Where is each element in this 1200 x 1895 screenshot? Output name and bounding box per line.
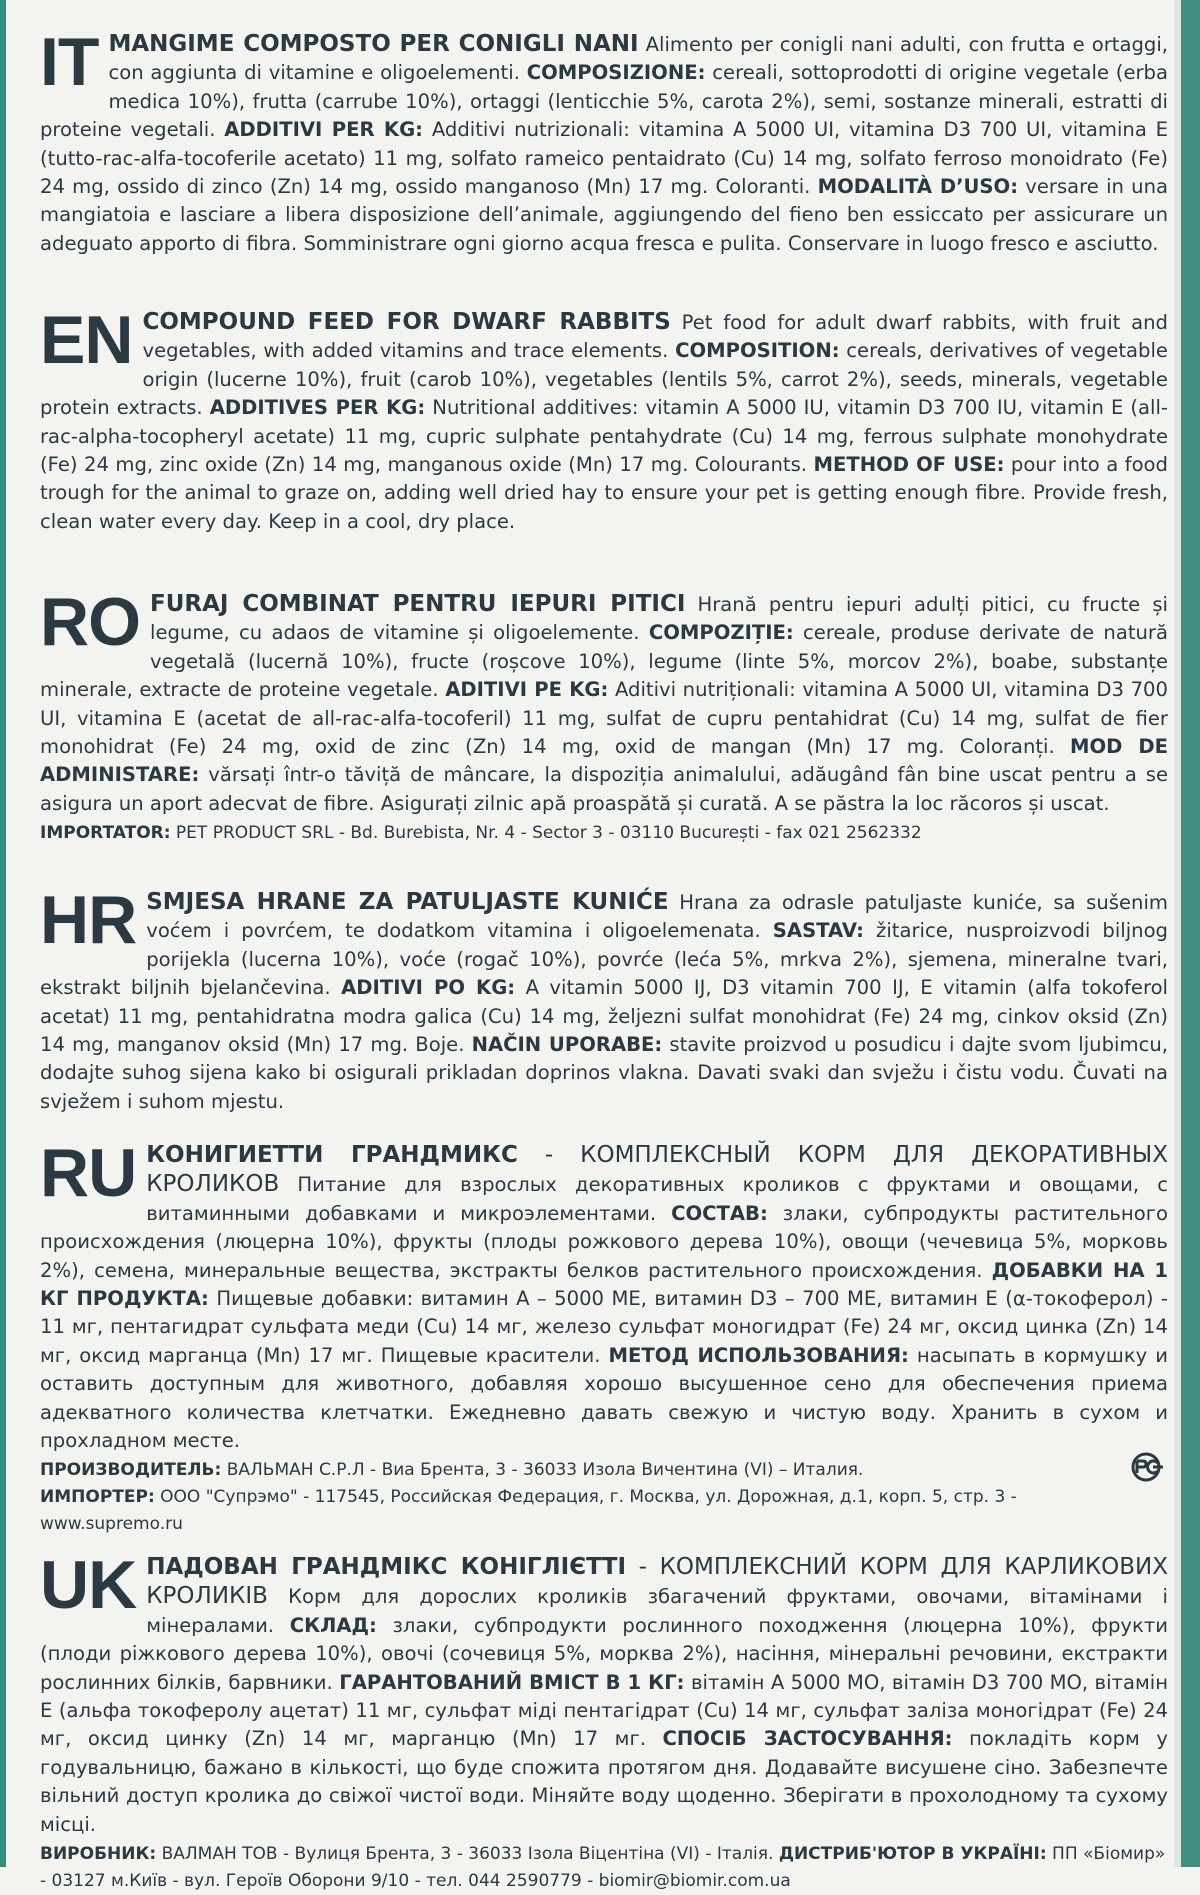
maker-label: ВИРОБНИК: — [40, 1844, 157, 1865]
additives-text: Additivi nutrizionali: vitamina A 5000 UI, vitamina D3 700 UI, vitamina E (tutto-rac-alfa-tocoferile acetato) 11 mg, solfato rameico pentaidrato (Cu) 14 mg, solfato ferroso monoidrato (Fe) 24 mg, ossido di zinco (Zn) 14 mg, ossido manganoso (Mn) 17 mg. Coloranti. — [40, 118, 1169, 199]
section-ru — [40, 1135, 1169, 1538]
usage-heading: МЕТОД ИСПОЛЬЗОВАНИЯ: — [608, 1343, 909, 1367]
rostest-pct-mark-icon — [1127, 1452, 1165, 1482]
composition-heading: СОСТАВ: — [671, 1201, 768, 1225]
section-text — [40, 584, 1168, 818]
product-title: FURAJ COMBINAT PENTRU IEPURI PITICI — [150, 591, 686, 617]
additives-text: Nutritional additives: vitamin A 5000 IU, vitamin D3 700 IU, vitamin E (all-rac-alpha-tocopheryl acetate) 11 mg, cupric sulphate pentahydrate (Cu) 14 mg, ferrous sulphate monohydrate (Fe) 24 mg, zinc oxide (Zn) 14 mg, manganous oxide (Mn) 17 mg. Colourants. — [40, 396, 1168, 477]
producer-text: ВАЛЬМАН С.Р.Л - Виа Брента, 3 - 36033 Изола Вичентина (VI) – Италия. — [221, 1460, 864, 1481]
importer-text: PET PRODUCT SRL - Bd. Burebista, Nr. 4 - Sector 3 - 03110 București - fax 021 2562332 — [170, 823, 922, 844]
composition-heading: COMPOSITION: — [675, 339, 840, 363]
composition-heading: COMPOZIȚIE: — [648, 621, 794, 645]
distributor-text: ПП «Біомир» - 03127 м.Київ - вул. Героїв Оборони 9/10 - тел. 044 2590779 - biomir@biomir.com.ua — [40, 1844, 1166, 1892]
product-title: КОНИГИЕТТИ ГРАНДМИКС — [146, 1142, 518, 1168]
additives-text: A vitamin 5000 IJ, D3 vitamin 700 IJ, E vitamin (alfa tokoferol acetat) 11 mg, pentahidratna modra galica (Cu) 14 mg, željezni sulfat monohidrat (Fe) 24 mg, cinkov oksid (Zn) 14 mg, manganov oksid (Mn) 17 mg. Boje. — [40, 976, 1169, 1057]
intro-text: Alimento per conigli nani adulti, con frutta e ortaggi, con aggiunta di vitamine e oligoelementi. — [108, 33, 1168, 85]
language-code: IT — [40, 24, 99, 100]
producer-label: ПРОИЗВОДИТЕЛЬ: — [40, 1460, 222, 1481]
product-title: ПАДОВАН ГРАНДМІКС КОНІГЛІЄТТІ — [146, 1554, 627, 1580]
intro-text: Питание для взрослых декоративных кроликов с фруктами и овощами, с витаминными добавками и микроэлементами. — [146, 1173, 1168, 1225]
additives-heading: ADDITIVI PER KG: — [224, 118, 424, 142]
section-text — [40, 24, 1169, 258]
usage-heading: СПОСІБ ЗАСТОСУВАННЯ: — [662, 1727, 953, 1751]
maker-text: ВАЛМАН ТОВ - Вулиця Брента, 3 - 36033 Ізола Віцентіна (VI) - Італія. — [156, 1844, 779, 1865]
right-edge-stripe — [1181, 0, 1200, 1867]
intro-text: Hrană pentru iepuri adulți pitici, cu fructe și legume, cu adaos de vitamine și oligoelemente. — [150, 593, 1168, 645]
product-title: COMPOUND FEED FOR DWARF RABBITS — [142, 309, 671, 335]
composition-heading: SASTAV: — [772, 919, 864, 943]
intro-text: Pet food for adult dwarf rabbits, with fruit and vegetables, with added vitamins and trace elements. — [142, 311, 1168, 363]
additives-text: Пищевые добавки: витамин A – 5000 ME, витамин D3 – 700 ME, витамин E (α-токоферол) - 11 мг, пентагидрат сульфата меди (Cu) 14 мг, железо сульфат моногидрат (Fe) 24 мг, оксид цинка (Zn) 14 мг, оксид марганца (Mn) 17 мг. Пищевые красители. — [40, 1287, 1168, 1367]
intro-text: Корм для дорослих кроликів збагачений фруктами, овочами, вітамінами і мінералами. — [146, 1585, 1168, 1637]
left-edge-stripe — [0, 0, 6, 1867]
section-text — [40, 302, 1168, 536]
language-code: RO — [40, 584, 140, 660]
language-code: UK — [40, 1547, 137, 1623]
language-code: RU — [40, 1135, 137, 1211]
section-ro — [40, 584, 1168, 847]
composition-text: cereale, produse derivate de natură vegetală (lucernă 10%), fructe (roșcove 10%), legume (linte 5%, morcov 2%), boabe, substanțe minerale, extracte de proteine vegetale. — [40, 621, 1168, 702]
composition-text: злаки, субпродукты растительного происхождения (люцерна 10%), фрукты (плоды рожкового дерева 10%), овощи (чечевица 5%, морковь 2%), семена, минеральные вещества, экстракты белков растительного происхождения. — [40, 1201, 1169, 1282]
usage-heading: MOD DE ADMINISTARE: — [40, 735, 1168, 787]
usage-heading: MODALITÀ D’USO: — [817, 175, 1019, 199]
language-code: EN — [40, 302, 133, 378]
section-uk — [40, 1547, 1169, 1895]
composition-text: žitarice, nusproizvodi biljnog porijekla (lucerna 10%), voće (rogač 10%), povrće (leća 5%, mrkva 2%), sjemena, mineralne tvari, ekstrakt biljnih bjelančevina. — [40, 919, 1168, 1000]
product-subtitle: - КОМПЛЕКСНИЙ КОРМ ДЛЯ КАРЛИКОВИХ КРОЛИКІВ — [146, 1554, 1168, 1610]
intro-text: Hrana za odrasle patuljaste kuniće, sa sušenim voćem i povrćem, te dodatkom vitamina i oligoelemenata. — [146, 891, 1168, 943]
section-it — [40, 24, 1169, 258]
usage-text: vărsați într-o tăviță de mâncare, la dispoziția animalului, adăugând fân bine uscat pentru a se asigura un aport adecvat de fibre. Asigurați zilnic apă proaspătă și curată. A se păstra la loc răcoros și uscat. — [40, 763, 1168, 815]
importer-text: ООО "Супрэмо" - 117545, Российская Федерация, г. Москва, ул. Дорожная, д.1, корп. 5, стр. 3 - — [154, 1487, 1017, 1508]
language-code: HR — [40, 882, 137, 958]
composition-text: cereals, derivatives of vegetable origin (lucerne 10%), fruit (carob 10%), vegetables (lentils 5%, carrot 2%), seeds, minerals, vegetable protein extracts. — [40, 339, 1168, 420]
composition-text: злаки, субпродукти рослинного походження (люцерна 10%), фрукти (плоди ріжкового дерева 10%), овочі (сочевиця 5%, морква 2%), насіння, мінеральні речовини, екстракти рослинних білків, барвники. — [40, 1613, 1168, 1694]
additives-heading: ADITIVI PE KG: — [445, 678, 609, 702]
additives-heading: ДОБАВКИ НА 1 КГ ПРОДУКТА: — [40, 1258, 1168, 1311]
importer-line — [40, 1484, 1168, 1511]
section-en — [40, 302, 1168, 536]
distributor-label: ДИСТРИБ'ЮТОР В УКРАЇНІ: — [778, 1844, 1047, 1865]
importer-label: ИМПОРТЕР: — [40, 1487, 155, 1508]
additives-text: вітамін A 5000 MO, вітамін D3 700 MO, вітамін E (альфа токоферолу ацетат) 11 мг, сульфат міді пентагідрат (Cu) 14 мг, сульфат заліза моногідрат (Fe) 24 мг, оксид цинку (Zn) 14 мг, марганцю (Mn) 17 мг. — [40, 1670, 1169, 1751]
composition-heading: СКЛАД: — [289, 1613, 377, 1637]
additives-heading: ADDITIVES PER KG: — [209, 396, 426, 420]
usage-text: stavite proizvod u posudicu i dajte svom ljubimcu, dodajte suhog sijena kako bi osigurali prikladan doprinos vlakna. Davati svaki dan svježu i čistu vodu. Čuvati na svježem i suhom mjestu. — [40, 1033, 1168, 1113]
usage-text: versare in una mangiatoia e lasciare a libera disposizione dell’animale, aggiungendo del fieno ben essiccato per assicurare un adeguato apporto di fibra. Somministrare ogni giorno acqua fresca e pulita. Conservare in luogo fresco e asciutto. — [40, 175, 1168, 255]
section-hr — [40, 882, 1169, 1116]
additives-heading: ADITIVI PO KG: — [341, 976, 516, 1000]
product-subtitle: - КОМПЛЕКСНЫЙ КОРМ ДЛЯ ДЕКОРАТИВНЫХ КРОЛИКОВ — [146, 1142, 1168, 1198]
maker-distributor-line — [40, 1841, 1168, 1895]
producer-line — [40, 1457, 1168, 1484]
composition-text: cereali, sottoprodotti di origine vegetale (erba medica 10%), frutta (carrube 10%), ortaggi (lenticchie 5%, carota 2%), semi, sostanze minerali, estratti di proteine vegetali. — [40, 61, 1168, 142]
usage-heading: METHOD OF USE: — [813, 453, 1005, 477]
section-text — [40, 882, 1169, 1116]
additives-heading: ГАРАНТОВАНИЙ ВМІСТ В 1 КГ: — [339, 1670, 685, 1694]
product-title: SMJESA HRANE ZA PATULJASTE KUNIĆE — [146, 889, 669, 915]
usage-text: pour into a food trough for the animal to graze on, adding well dried hay to ensure your pet is getting enough fibre. Provide fresh, clean water every day. Keep in a cool, dry place. — [40, 453, 1168, 533]
importer-line — [40, 820, 1168, 847]
additives-text: Aditivi nutriționali: vitamina A 5000 UI, vitamina D3 700 UI, vitamina E (acetat de all-rac-alfa-tocoferil) 11 mg, sulfat de cupru pentahidrat (Cu) 14 mg, sulfat de fier monohidrat (Fe) 24 mg, oxid de zinc (Zn) 14 mg, oxid de mangan (Mn) 17 mg. Coloranți. — [40, 678, 1168, 759]
section-text — [40, 1135, 1169, 1455]
usage-text: покладіть корм у годувальницю, бажано в кількості, що буде спожита протягом дня. Додавайте висушене сіно. Забезпечте вільний доступ кролика до свіжої чистої води. Міняйте воду щоденно. Зберігати в прохолодному та сухому місці. — [40, 1727, 1168, 1836]
importer-label: IMPORTATOR: — [40, 823, 171, 844]
right-edge-highlight — [1174, 0, 1181, 1867]
usage-text: насыпать в кормушку и оставить доступным для животного, добавляя хорошо высушенное сено для обеспечения приема адекватного количества клетчатки. Ежедневно давать свежую и чистую воду. Хранить в сухом и прохладном месте. — [40, 1343, 1169, 1453]
website-link[interactable]: www.supremo.ru — [40, 1514, 183, 1535]
product-title: MANGIME COMPOSTO PER CONIGLI NANI — [108, 31, 639, 57]
usage-heading: NAČIN UPORABE: — [471, 1033, 663, 1057]
composition-heading: COMPOSIZIONE: — [526, 61, 706, 85]
section-text — [40, 1547, 1169, 1839]
